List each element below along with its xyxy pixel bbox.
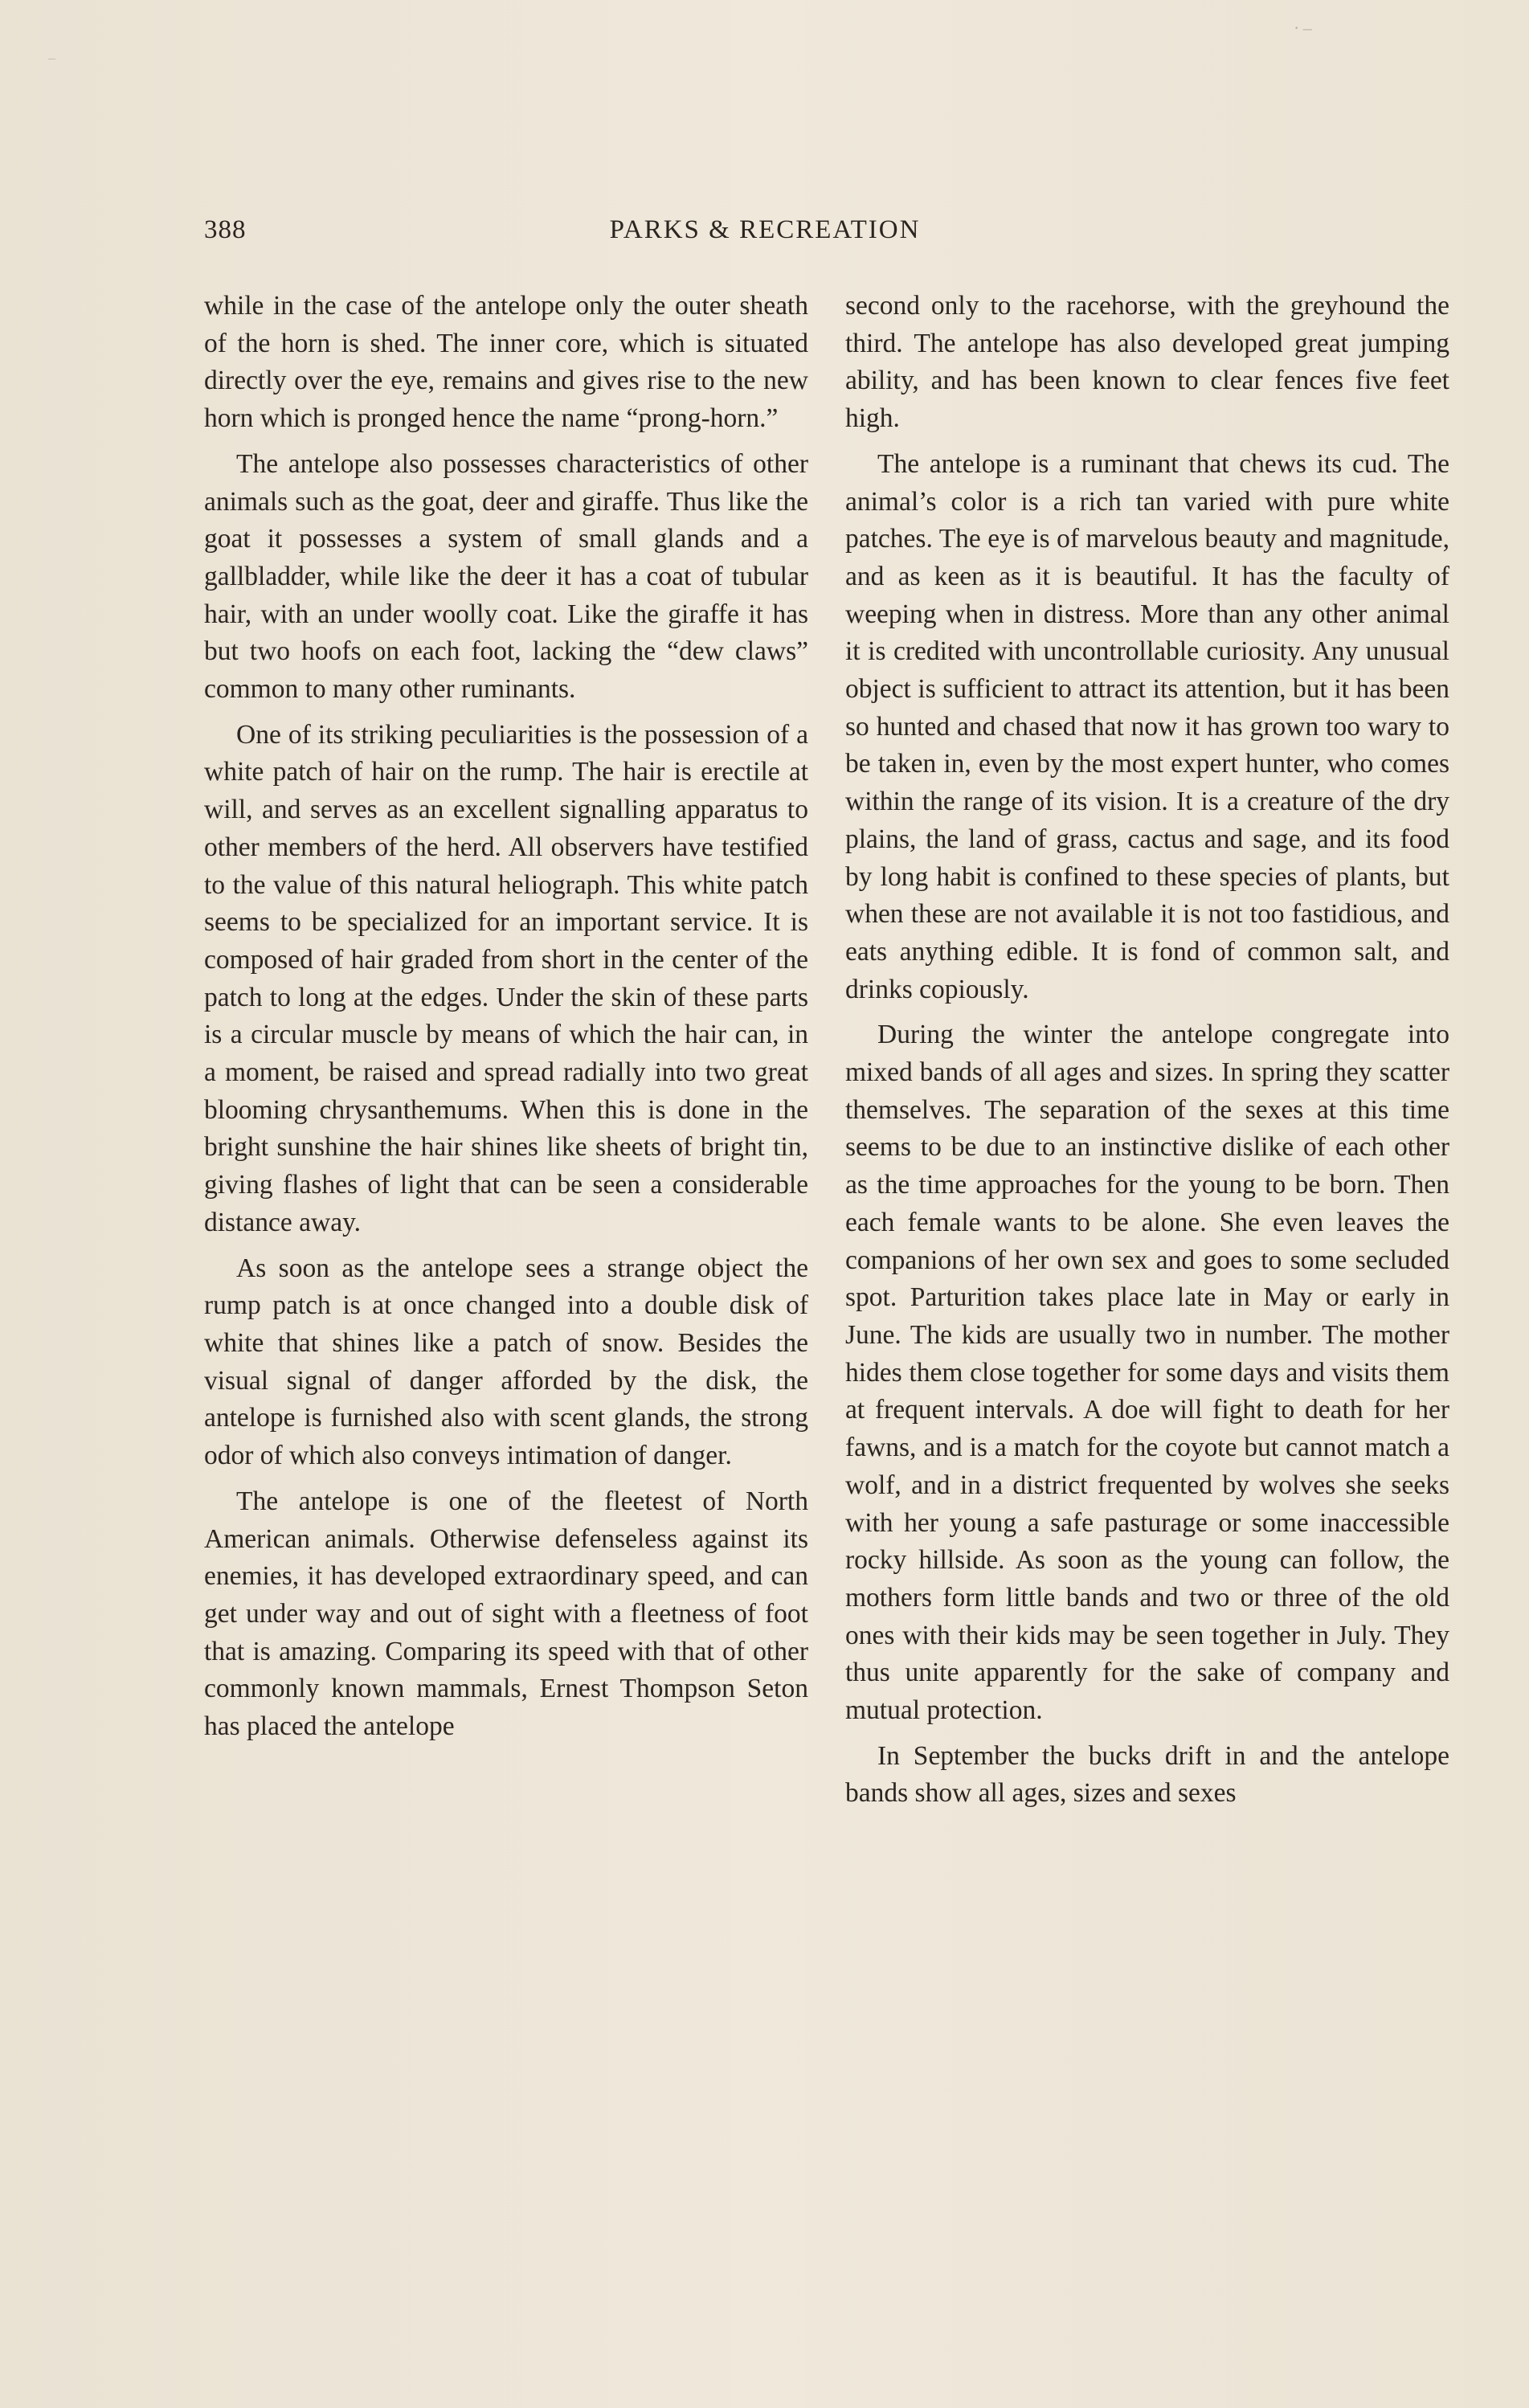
paragraph: while in the case of the antelope only the outer sheath of the horn is shed. The inner core, which is situated directly over the eye, remains and gives rise to the new horn which is pronged hence the name “prong-horn.” <box>204 291 808 434</box>
paragraph: second only to the racehorse, with the greyhound the third. The antelope has also developed great jumping ability, and has been known to clear fences five feet high. <box>845 291 1449 434</box>
paper-speck: · – <box>1294 18 1312 38</box>
paragraph: The antelope also possesses characteristics of other animals such as the goat, deer and giraffe. Thus like the goat it possesses a system of small glands and a gallbladder, while like the deer it has a coat of tubular hair, with an under woolly coat. Like the giraffe it has but two hoofs on each foot, lacking the “dew claws” common to many other ruminants. <box>204 448 808 705</box>
paragraph: The antelope is a ruminant that chews its cud. The animal’s color is a rich tan varied with pure white patches. The eye is of marvelous beauty and magnitude, and as keen as it is beautiful. It has the faculty of weeping when in distress. More than any other animal it is credited with uncontrollable curiosity. Any unusual object is sufficient to attract its attention, but it has been so hunted and chased that now it has grown too wary to be taken in, even by the most expert hunter, who comes within the range of its vision. It is a creature of the dry plains, the land of grass, cactus and sage, and its food by long habit is confined to these species of plants, but when these are not available it is not too fastidious, and eats anything edible. It is fond of common salt, and drinks copiously. <box>845 448 1449 1004</box>
paragraph: One of its striking peculiarities is the possession of a white patch of hair on the rump. The hair is erectile at will, and serves as an excellent signalling apparatus to other members of the herd. All observers have testified to the value of this natural heliograph. This white patch seems to be specialized for an important service. It is composed of hair graded from short in the center of the patch to long at the edges. Under the skin of these parts is a circular muscle by means of which the hair can, in a moment, be raised and spread radially into two great blooming chrysanthemums. When this is done in the bright sunshine the hair shines like sheets of bright tin, giving flashes of light that can be seen a considerable distance away. <box>204 719 808 1237</box>
page-header <box>204 215 1326 252</box>
left-column <box>204 288 808 1746</box>
right-column <box>845 288 1449 1813</box>
paragraph: During the winter the antelope congregate into mixed bands of all ages and sizes. In spring they scatter themselves. The separation of the sexes at this time seems to be due to an instinctive dislike of each other as the time approaches for the young to be born. Then each female wants to be alone. She even leaves the companions of her own sex and goes to some secluded spot. Parturition takes place late in May or early in June. The kids are usually two in number. The mother hides them close together for some days and visits them at frequent intervals. A doe will fight to death for her fawns, and is a match for the coyote but cannot match a wolf, and in a district frequented by wolves she seeks with her young a safe pasturage or some inaccessible rocky hillside. As soon as the young can follow, the mothers form little bands and two or three of the old ones with their kids may be seen together in July. They thus unite apparently for the sake of company and mutual protection. <box>845 1020 1449 1726</box>
running-head: PARKS & RECREATION <box>609 215 921 244</box>
paragraph: The antelope is one of the fleetest of North American animals. Otherwise defenseless against its enemies, it has developed extraordinary speed, and can get under way and out of sight with a fleetness of foot that is amazing. Comparing its speed with that of other commonly known mammals, Ernest Thompson Seton has placed the antelope <box>204 1486 808 1742</box>
paper-speck: – <box>48 50 55 66</box>
paragraph: As soon as the antelope sees a strange object the rump patch is at once changed into a double disk of white that shines like a patch of snow. Besides the visual signal of danger afforded by the disk, the antelope is furnished also with scent glands, the strong odor of which also conveys intimation of danger. <box>204 1253 808 1471</box>
paragraph: In September the bucks drift in and the antelope bands show all ages, sizes and sexes <box>845 1740 1449 1809</box>
page-number: 388 <box>204 215 247 244</box>
